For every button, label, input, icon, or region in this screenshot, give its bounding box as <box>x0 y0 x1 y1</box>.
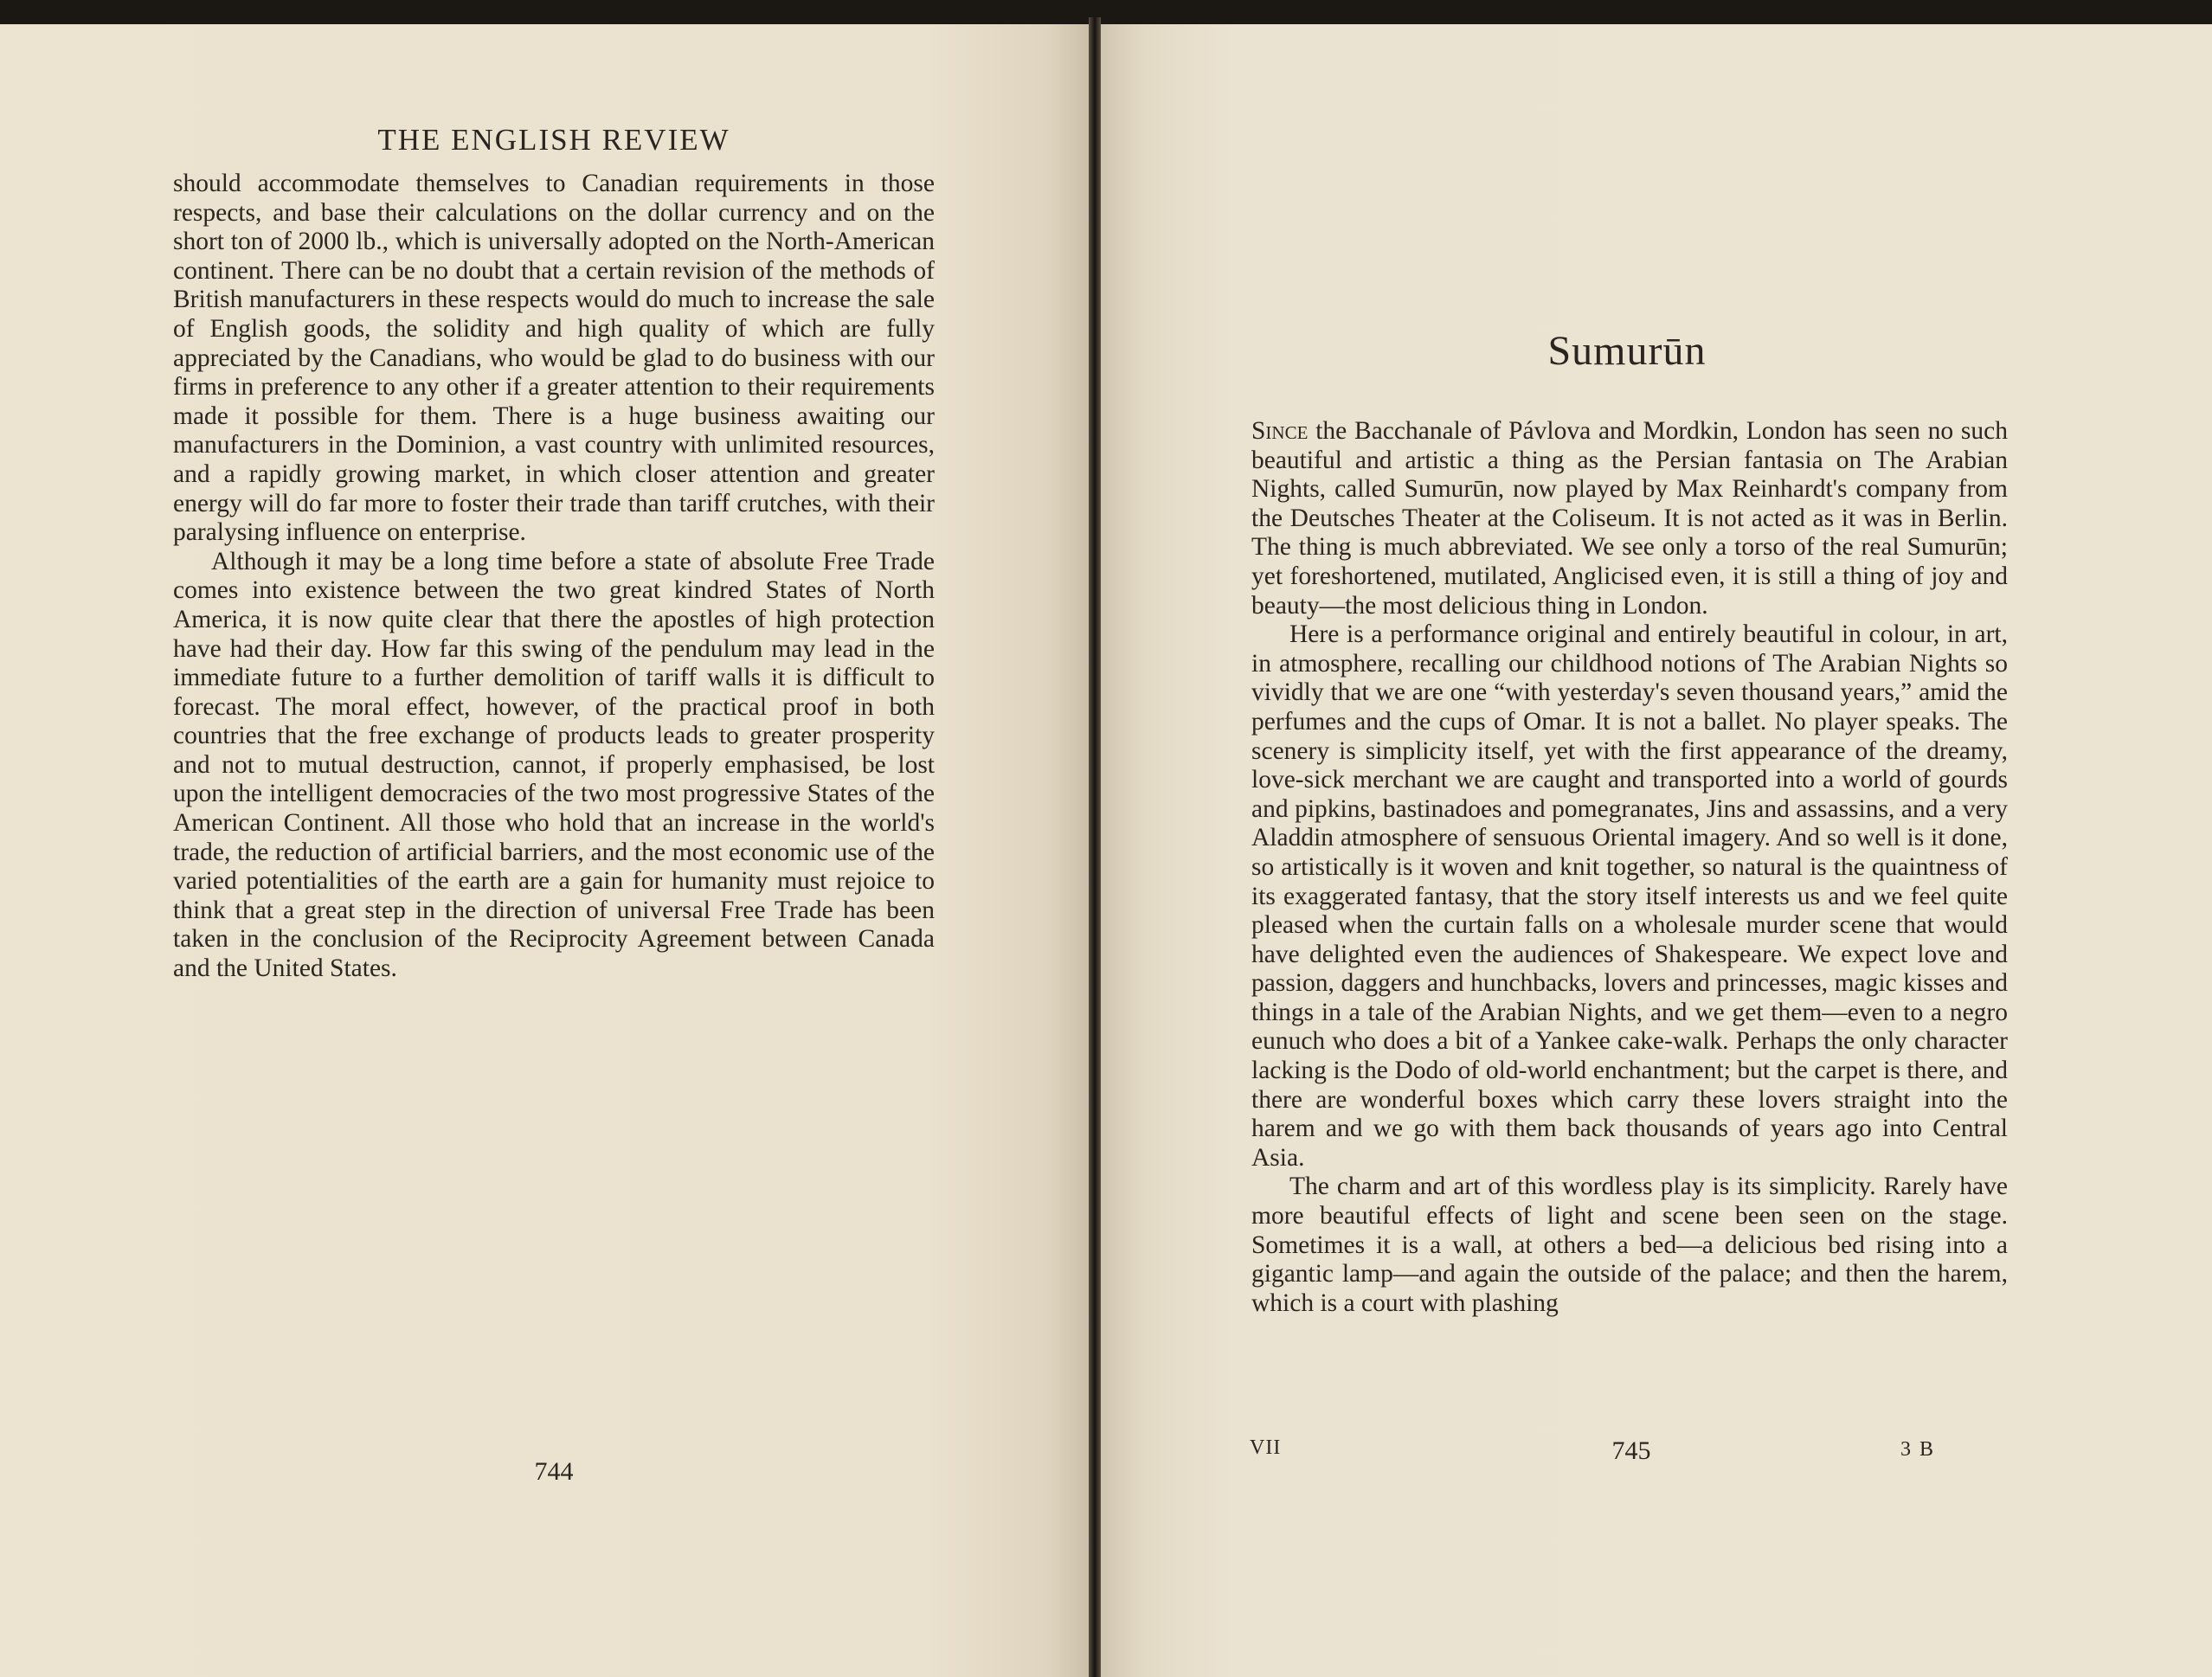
paragraph: The charm and art of this wordless play is its simplicity. Rarely have more beautiful effects of light and scene been seen on the stage. Sometimes it is a wall, at others a bed—a delicious bed rising into a gigantic lamp—and again the outside of the palace; and then the harem, which is a court with plashing <box>1251 1173 2008 1317</box>
drop-word: Since <box>1251 417 1309 445</box>
article-title: Sumurūn <box>1547 328 1707 374</box>
signature-mark: VII <box>1250 1436 1282 1459</box>
paragraph: should accommodate themselves to Canadian requirements in those respects, and base their calculations on the dollar currency and on the short ton of 2000 lb., which is universally adopted on the North-American continent. There can be no doubt that a certain revision of the methods of British manufacturers in these respects would do much to increase the sale of English goods, the solidity and high quality of which are fully appreciated by the Canadians, who would be glad to do business with our firms in preference to any other if a greater attention to their requirements made it possible for them. There is a huge business awaiting our manufacturers in the Dominion, a vast country with unlimited resources, and a rapidly growing market, in which closer attention and greater energy will do far more to foster their trade than tariff crutches, with their paralysing influence on enterprise. <box>173 170 935 547</box>
book-spine <box>1089 17 1101 1677</box>
paragraph-text: the Bacchanale of Pávlova and Mordkin, London has seen no such beautiful and artistic a thing as the Persian fantasia on The Arabian Nights, called Sumurūn, now played by Max Reinhardt's company from the Deutsches Theater at the Coliseum. It is not acted as it was in Berlin. The thing is much abbreviated. We see only a torso of the real Sumurūn; yet foreshortened, mutilated, Anglicised even, it is still a thing of joy and beauty—the most delicious thing in London. <box>1251 417 2008 620</box>
paragraph <box>1251 417 2008 620</box>
paragraph: Although it may be a long time before a state of absolute Free Trade comes into existence between the two great kindred States of North America, it is now quite clear that there the apostles of high protection have had their day. How far this swing of the pendulum may lead in the immediate future to a further demolition of tariff walls it is difficult to forecast. The moral effect, however, of the practical proof in both countries that the free exchange of products leads to greater prosperity and not to mutual destruction, cannot, if properly emphasised, be lost upon the intelligent democracies of the two most progressive States of the American Continent. All those who hold that an increase in the world's trade, the reduction of artificial barriers, and the most economic use of the varied potentialities of the earth are a gain for humanity must rejoice to think that a great step in the direction of universal Free Trade has been taken in the conclusion of the Reciprocity Agreement between Canada and the United States. <box>173 547 935 983</box>
page-number: 744 <box>534 1457 574 1486</box>
right-page-body <box>1251 417 2008 1318</box>
page-number: 745 <box>1611 1436 1651 1465</box>
left-page-body <box>173 170 935 984</box>
running-head: THE ENGLISH REVIEW <box>377 123 730 157</box>
paragraph: Here is a performance original and entirely beautiful in colour, in art, in atmosphere, recalling our childhood notions of The Arabian Nights so vividly that we are one “with yesterday's seven thousand years,” amid the perfumes and the cups of Omar. It is not a ballet. No player speaks. The scenery is simplicity itself, yet with the first appearance of the dreamy, love-sick merchant we are caught and transported into a world of gourds and pipkins, bastinadoes and pomegranates, Jins and assassins, and a very Aladdin atmosphere of sensuous Oriental imagery. And so well is it done, so artistically is it woven and knit together, so natural is the quaintness of its exaggerated fantasy, that the story itself interests us and we feel quite pleased when the curtain falls on a wholesale murder scene that would have delighted even the audiences of Shakespeare. We expect love and passion, daggers and hunchbacks, lovers and princesses, magic kisses and things in a tale of the Arabian Nights, and we get them—even to a negro eunuch who does a bit of a Yankee cake-walk. Perhaps the only character lacking is the Dodo of old-world enchantment; but the carpet is there, and there are wonderful boxes which carry these lovers straight into the harem and we go with them back thousands of years ago into Central Asia. <box>1251 620 2008 1172</box>
gathering-mark: 3 B <box>1900 1438 1936 1461</box>
